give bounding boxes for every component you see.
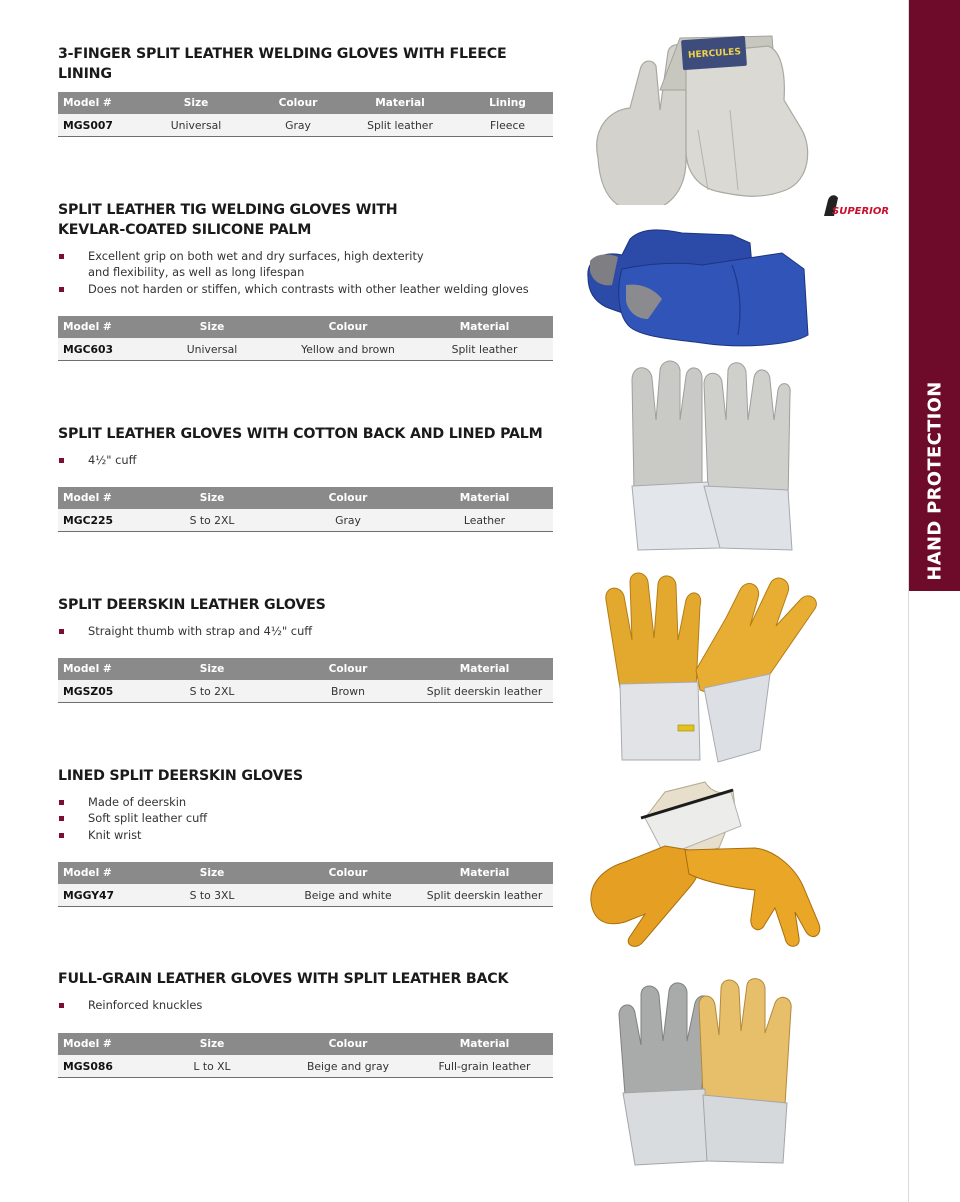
cell-colour: Gray bbox=[280, 509, 416, 532]
cell-model: MGS007 bbox=[58, 114, 134, 137]
product-section-mgc603 bbox=[58, 200, 553, 356]
feature-item: Straight thumb with strap and 4½" cuff bbox=[58, 623, 553, 639]
header-size: Size bbox=[144, 487, 280, 509]
product-title bbox=[58, 200, 553, 240]
product-section-mgs007 bbox=[58, 44, 553, 132]
product-title: SPLIT LEATHER GLOVES WITH COTTON BACK AND LINED PALM bbox=[58, 426, 543, 442]
header-size: Size bbox=[144, 862, 280, 884]
spec-table bbox=[58, 1033, 553, 1078]
cell-colour: Yellow and brown bbox=[280, 338, 416, 361]
feature-list bbox=[58, 794, 553, 843]
feature-item: Reinforced knuckles bbox=[58, 997, 553, 1013]
cell-material: Full-grain leather bbox=[416, 1055, 553, 1078]
product-title: SPLIT DEERSKIN LEATHER GLOVES bbox=[58, 597, 326, 613]
header-material: Material bbox=[416, 1033, 553, 1055]
product-section-mgs086 bbox=[58, 969, 553, 1073]
cell-model: MGC225 bbox=[58, 509, 144, 532]
header-model: Model # bbox=[58, 862, 144, 884]
glove-photo-mgs007 bbox=[590, 30, 820, 205]
product-title: FULL-GRAIN LEATHER GLOVES WITH SPLIT LEATHER BACK bbox=[58, 971, 509, 987]
feature-list bbox=[58, 623, 553, 639]
header-size: Size bbox=[144, 316, 280, 338]
header-colour: Colour bbox=[258, 92, 338, 114]
table-row bbox=[58, 114, 553, 137]
cell-model: MGGY47 bbox=[58, 884, 144, 907]
spec-header-row bbox=[58, 316, 553, 338]
header-colour: Colour bbox=[280, 658, 416, 680]
table-row bbox=[58, 509, 553, 532]
glove-tag-label: HERCULES bbox=[687, 47, 742, 61]
table-row bbox=[58, 338, 553, 361]
product-title: 3-FINGER SPLIT LEATHER WELDING GLOVES WITH FLEECE LINING bbox=[58, 46, 507, 82]
product-section-mggy47 bbox=[58, 766, 553, 902]
cell-size: S to 2XL bbox=[144, 680, 280, 703]
table-row bbox=[58, 680, 553, 703]
table-row bbox=[58, 1055, 553, 1078]
cell-size: S to 3XL bbox=[144, 884, 280, 907]
header-model: Model # bbox=[58, 658, 144, 680]
header-model: Model # bbox=[58, 92, 134, 114]
cell-lining: Fleece bbox=[462, 114, 553, 137]
table-row bbox=[58, 884, 553, 907]
product-title: LINED SPLIT DEERSKIN GLOVES bbox=[58, 768, 303, 784]
cell-material: Split deerskin leather bbox=[416, 680, 553, 703]
cell-colour: Gray bbox=[258, 114, 338, 137]
cell-model: MGSZ05 bbox=[58, 680, 144, 703]
feature-item: Does not harden or stiffen, which contrasts with other leather welding gloves bbox=[58, 281, 553, 297]
cell-size: Universal bbox=[134, 114, 258, 137]
header-material: Material bbox=[416, 658, 553, 680]
cell-size: Universal bbox=[144, 338, 280, 361]
product-section-mgc225 bbox=[58, 424, 553, 527]
header-size: Size bbox=[144, 1033, 280, 1055]
spec-header-row bbox=[58, 1033, 553, 1055]
header-model: Model # bbox=[58, 487, 144, 509]
glove-photo-mgsz05 bbox=[600, 570, 820, 765]
spec-header-row bbox=[58, 862, 553, 884]
cell-colour: Beige and white bbox=[280, 884, 416, 907]
cell-model: MGS086 bbox=[58, 1055, 144, 1078]
spec-table bbox=[58, 92, 553, 137]
header-material: Material bbox=[338, 92, 462, 114]
cell-model: MGC603 bbox=[58, 338, 144, 361]
spec-table bbox=[58, 658, 553, 703]
header-model: Model # bbox=[58, 316, 144, 338]
cell-size: S to 2XL bbox=[144, 509, 280, 532]
header-colour: Colour bbox=[280, 862, 416, 884]
spec-header-row bbox=[58, 658, 553, 680]
cell-material: Split leather bbox=[416, 338, 553, 361]
header-colour: Colour bbox=[280, 1033, 416, 1055]
header-lining: Lining bbox=[462, 92, 553, 114]
header-material: Material bbox=[416, 862, 553, 884]
cell-material: Leather bbox=[416, 509, 553, 532]
feature-item: Soft split leather cuff bbox=[58, 810, 553, 826]
feature-item: Made of deerskin bbox=[58, 794, 553, 810]
product-title-line-1: SPLIT LEATHER TIG WELDING GLOVES WITH bbox=[58, 202, 398, 218]
header-size: Size bbox=[144, 658, 280, 680]
category-tab bbox=[909, 0, 960, 591]
feature-list bbox=[58, 452, 553, 468]
cell-colour: Brown bbox=[280, 680, 416, 703]
spec-header-row bbox=[58, 92, 553, 114]
cell-colour: Beige and gray bbox=[280, 1055, 416, 1078]
spec-table bbox=[58, 862, 553, 907]
glove-photo-mgs086 bbox=[615, 975, 815, 1170]
feature-item: Excellent grip on both wet and dry surfaces, high dexterity and flexibility, as well as long lifespan bbox=[58, 248, 553, 281]
product-title-line-2: KEVLAR-COATED SILICONE PALM bbox=[58, 222, 312, 238]
product-section-mgsz05 bbox=[58, 595, 553, 698]
brand-logo bbox=[818, 190, 890, 220]
feature-list bbox=[58, 997, 553, 1013]
spec-table bbox=[58, 487, 553, 532]
glove-photo-mggy47 bbox=[585, 778, 825, 948]
glove-photo-mgc603 bbox=[582, 225, 812, 355]
header-model: Model # bbox=[58, 1033, 144, 1055]
spec-table bbox=[58, 316, 553, 361]
cell-material: Split deerskin leather bbox=[416, 884, 553, 907]
header-colour: Colour bbox=[280, 487, 416, 509]
feature-item: Knit wrist bbox=[58, 827, 553, 843]
header-material: Material bbox=[416, 487, 553, 509]
header-material: Material bbox=[416, 316, 553, 338]
cell-material: Split leather bbox=[338, 114, 462, 137]
header-size: Size bbox=[134, 92, 258, 114]
spec-header-row bbox=[58, 487, 553, 509]
feature-list bbox=[58, 248, 553, 297]
cell-size: L to XL bbox=[144, 1055, 280, 1078]
brand-logo-text: SUPERIOR bbox=[832, 206, 890, 217]
feature-item: 4½" cuff bbox=[58, 452, 553, 468]
category-tab-label: HAND PROTECTION bbox=[924, 381, 945, 581]
glove-photo-mgc225 bbox=[628, 360, 798, 555]
header-colour: Colour bbox=[280, 316, 416, 338]
